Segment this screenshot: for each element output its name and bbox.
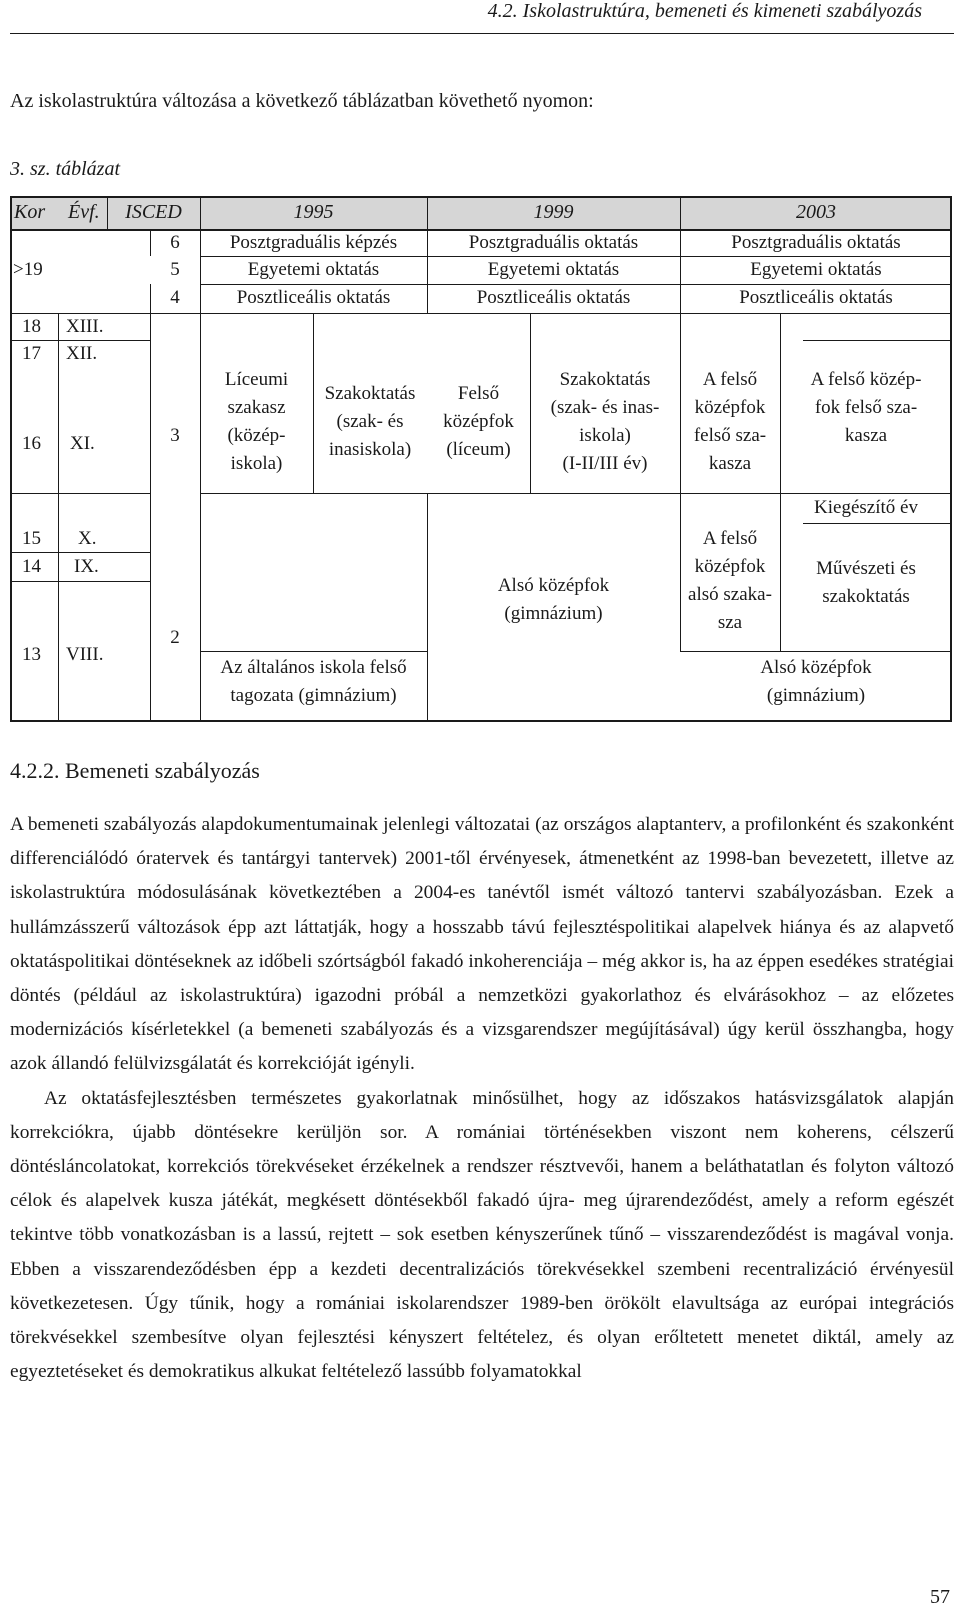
grade-xiii: XIII. (66, 316, 104, 337)
age-18: 18 (22, 316, 41, 337)
cell-szakoktatas-1995 (313, 380, 427, 464)
cell-also-kozepfok-2003 (680, 654, 952, 710)
cell-line: kasza (844, 425, 888, 446)
cell-r5-1999: Egyetemi oktatás (487, 259, 620, 280)
header-kor: Kor (14, 201, 46, 223)
cell-line: szakoktatás (822, 586, 910, 607)
cell-r5-2003: Egyetemi oktatás (750, 259, 882, 280)
body-text (10, 808, 954, 1389)
header-1995: 1995 (293, 201, 334, 223)
isced-2: 2 (170, 627, 180, 648)
paragraph: Az oktatásfejlesztésben természetes gyakorlatnak minősülhet, hogy az időszakos hatásvizsgálatok alapján korrekciókra, újabb döntésekre kerüljön sor. A romániai történésekben viszont nem koherens, célszerű döntésláncolatokat, korrekciós törekvéseket érzékelnek a rendszer résztvevői, hanem a beláthatatlan és folyton változó célok és alapelvek kusza játékát, megkésett döntésekből fakadó újra- meg újrarendeződést, amely a reform egészét tekintve több vonatkozásban is a lassú, rejtett – sok esetben kényszerűnek tűnő – visszarendeződést is magával vonja. Ebben a visszarendeződésben épp a kezdeti decentralizációs törekvésekkel szembeni recentralizáció érvényesül következetesen. Úgy tűnik, hogy a romániai iskolarendszer 1989-ben örökölt elavultsága az európai integrációs törekvésekkel szembesítve olyan fejlesztési kényszert feltételez, és olyan erőltetett menetet diktál, amely az egyeztetéseket és demokratikus alkukat feltételező lassúbb folyamatokkal (10, 1087, 954, 1383)
cell-line: tagozata (gimnázium) (230, 685, 397, 706)
section-heading: 4.2.2. Bemeneti szabályozás (10, 758, 260, 783)
header-evf: Évf. (68, 201, 100, 223)
cell-line: (gimnázium) (504, 603, 603, 624)
age-13: 13 (22, 644, 41, 665)
paragraph: A bemeneti szabályozás alapdokumentumainak jelenlegi változatai (az országos alaptanterv, a profilonként és szakonként differenciálódó óratervek és tantárgyi tantervek) 2001-től érvényesek, átmenetként az 1998-ban bevezetett, illetve az iskolastruktúra módosulásának következtében a 2004-es tanévtől ismét változó tantervi szabályozásban. Ezek a hullámzásszerű változások épp azt láttatják, hogy a hosszabb távú fejlesztéspolitikai alapelvek hiánya és az alapvető oktatáspolitikai döntéseknek az időbeli szórtságból fakadó inkoherenciája – még akkor is, ha az éppen esedékes stratégiai döntés (például az iskolastruktúra) igazodni próbál a nemzetközi gyakorlathoz és elvárásokhoz – az előzetes modernizációs kísérletekkel (a bemeneti szabályozás és a vizsgarendszer megújításával) úgy kerül összhangba, hogy azok állandó felülvizsgálatát és korrekcióját igényli. (10, 814, 954, 1075)
cell-szakoktatas-1999 (530, 366, 680, 478)
cell-line: (szak- és (336, 411, 404, 432)
age-over-19: >19 (13, 259, 43, 280)
cell-line: középfok (443, 411, 514, 432)
cell-line: Az általános iskola felső (220, 657, 407, 678)
running-head: 4.2. Iskolastruktúra, bemeneti és kimeneti szabályozás (487, 0, 922, 22)
cell-line: iskola) (579, 425, 631, 446)
header-isced: ISCED (125, 201, 182, 223)
header-1999: 1999 (533, 201, 574, 223)
age-15: 15 (22, 528, 41, 549)
table-caption: 3. sz. táblázat (10, 158, 121, 180)
isced-6: 6 (170, 232, 180, 253)
cell-line: alsó szaka- (688, 584, 772, 605)
header-2003: 2003 (796, 201, 836, 223)
cell-r4-1999: Posztliceális oktatás (476, 287, 631, 308)
isced-5: 5 (170, 259, 180, 280)
cell-liceumi-szakasz (200, 366, 313, 478)
intro-sentence: Az iskolastruktúra változása a következő táblázatban követhető nyomon: (10, 90, 594, 112)
cell-line: A felső (702, 528, 758, 549)
age-14: 14 (22, 556, 41, 577)
cell-r6-2003: Posztgraduális oktatás (731, 232, 901, 253)
cell-muveszeti-szakoktatas (780, 555, 952, 611)
cell-a-felso-kozepfok-2003 (780, 366, 952, 450)
cell-line: kasza (708, 453, 752, 474)
cell-line: Szakoktatás (324, 383, 416, 404)
header-rule (10, 33, 954, 34)
cell-altalanos-iskola (200, 654, 427, 710)
cell-a-felso-kozepfok-also-szakasza (680, 525, 780, 637)
grade-xii: XII. (66, 343, 98, 364)
cell-line: Líceumi (224, 369, 289, 390)
isced-4: 4 (170, 287, 180, 308)
grade-ix: IX. (74, 556, 99, 577)
cell-line: Művészeti és (816, 558, 916, 579)
cell-r4-1995: Posztliceális oktatás (236, 287, 391, 308)
grade-x: X. (78, 528, 97, 549)
cell-line: Alsó középfok (497, 575, 610, 596)
cell-line: sza (717, 612, 743, 633)
cell-kiegeszito-ev: Kiegészítő év (814, 497, 918, 518)
cell-line: A felső közép- (810, 369, 922, 390)
age-16: 16 (22, 433, 41, 454)
cell-line: középfok (694, 556, 766, 577)
cell-a-felso-kozepfok-felso-szakasza (680, 366, 780, 478)
page-number: 57 (930, 1586, 950, 1608)
cell-line: Alsó középfok (760, 657, 872, 678)
cell-r4-2003: Posztliceális oktatás (739, 287, 893, 308)
grade-viii: VIII. (66, 644, 104, 665)
cell-line: Felső (457, 383, 500, 404)
age-17: 17 (22, 343, 41, 364)
cell-line: iskola) (230, 453, 283, 474)
cell-line: Szakoktatás (559, 369, 651, 390)
cell-felso-kozepfok-1999 (427, 380, 530, 464)
cell-line: (szak- és inas- (550, 397, 660, 418)
cell-also-kozepfok-1999 (427, 572, 680, 628)
cell-line: szakasz (227, 397, 286, 418)
cell-line: középfok (694, 397, 766, 418)
cell-line: felső sza- (693, 425, 767, 446)
isced-3: 3 (170, 425, 180, 446)
cell-r6-1999: Posztgraduális oktatás (468, 232, 639, 253)
cell-line: (I-II/III év) (562, 453, 648, 474)
cell-line: A felső (702, 369, 758, 390)
cell-r6-1995: Posztgraduális képzés (229, 232, 398, 253)
cell-line: (közép- (227, 425, 286, 446)
cell-line: (gimnázium) (766, 685, 866, 706)
cell-line: inasiskola) (328, 439, 412, 460)
cell-r5-1995: Egyetemi oktatás (247, 259, 380, 280)
cell-line: fok felső sza- (814, 397, 918, 418)
cell-line: (líceum) (446, 439, 511, 460)
grade-xi: XI. (70, 433, 95, 454)
